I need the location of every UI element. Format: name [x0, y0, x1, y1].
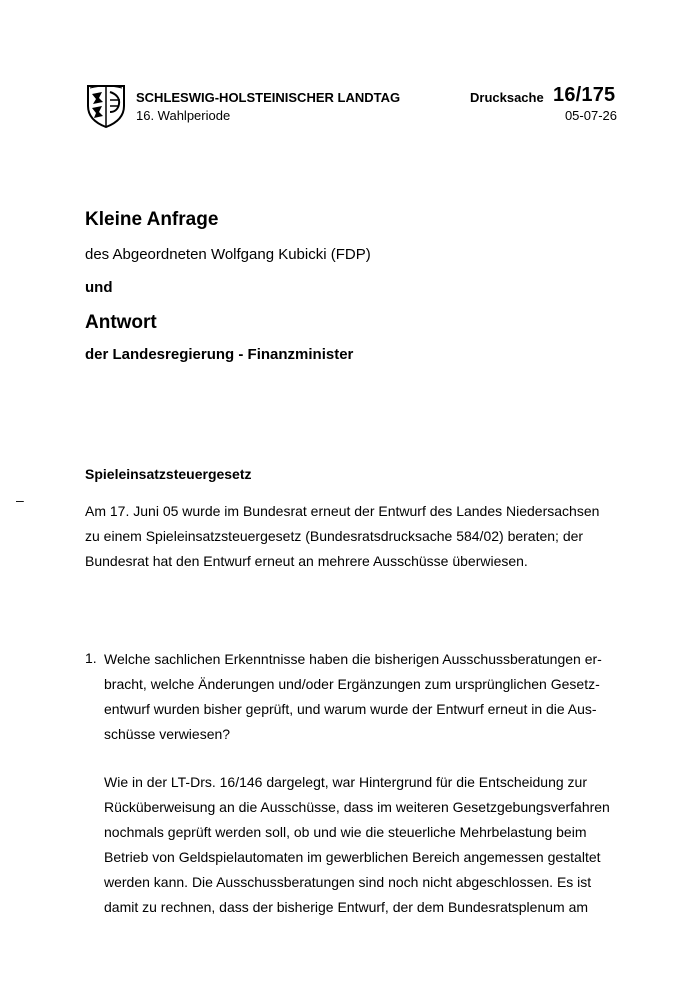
- answer-line: damit zu rechnen, dass der bisherige Entwurf, der dem Bundesratsplenum am: [104, 899, 589, 915]
- answer-line: Betrieb von Geldspielautomaten im gewerblichen Bereich angemessen gestaltet: [104, 849, 601, 865]
- document-number: 16/175: [553, 84, 616, 106]
- answer-line: werden kann. Die Ausschussberatungen sind noch nicht abgeschlossen. Es ist: [104, 874, 592, 890]
- legislative-period: 16. Wahlperiode: [136, 108, 231, 123]
- question-line: Welche sachlichen Erkenntnisse haben die bisherigen Ausschussberatungen er-: [104, 651, 602, 667]
- answer-line: Wie in der LT-Drs. 16/146 dargelegt, war Hintergrund für die Entscheidung zur: [104, 774, 587, 790]
- parliament-name: SCHLESWIG-HOLSTEINISCHER LANDTAG: [136, 90, 401, 105]
- answer-author: der Landesregierung - Finanzminister: [85, 346, 354, 363]
- answer-line: Rücküberweisung an die Ausschüsse, dass im weiteren Gesetzgebungsverfahren: [104, 799, 610, 815]
- document-date: 05-07-26: [564, 108, 617, 123]
- intro-line: Am 17. Juni 05 wurde im Bundesrat erneut der Entwurf des Landes Niedersachsen: [85, 503, 600, 519]
- document-label: Drucksache: [470, 90, 544, 105]
- intro-line: Bundesrat hat den Entwurf erneut an mehrere Ausschüsse überwiesen.: [85, 553, 528, 569]
- answer-heading: Antwort: [85, 312, 157, 333]
- inquiry-author: des Abgeordneten Wolfgang Kubicki (FDP): [85, 246, 371, 263]
- margin-mark: –: [16, 492, 24, 508]
- subject-heading: Spieleinsatzsteuergesetz: [85, 466, 252, 482]
- answer-line: nochmals geprüft werden soll, ob und wie die steuerliche Mehrbelastung beim: [104, 824, 587, 840]
- question-number: 1.: [85, 650, 97, 666]
- intro-line: zu einem Spieleinsatzsteuergesetz (Bundesratsdrucksache 584/02) beraten; der: [85, 528, 584, 544]
- question-line: bracht, welche Änderungen und/oder Ergänzungen zum ursprünglichen Gesetz-: [104, 676, 600, 692]
- question-line: entwurf wurden bisher geprüft, und warum wurde der Entwurf erneut in die Aus-: [104, 701, 597, 717]
- inquiry-type: Kleine Anfrage: [85, 209, 219, 230]
- question-line: schüsse verwiesen?: [104, 726, 231, 742]
- conjunction: und: [85, 279, 113, 296]
- coat-of-arms-logo: [86, 84, 126, 128]
